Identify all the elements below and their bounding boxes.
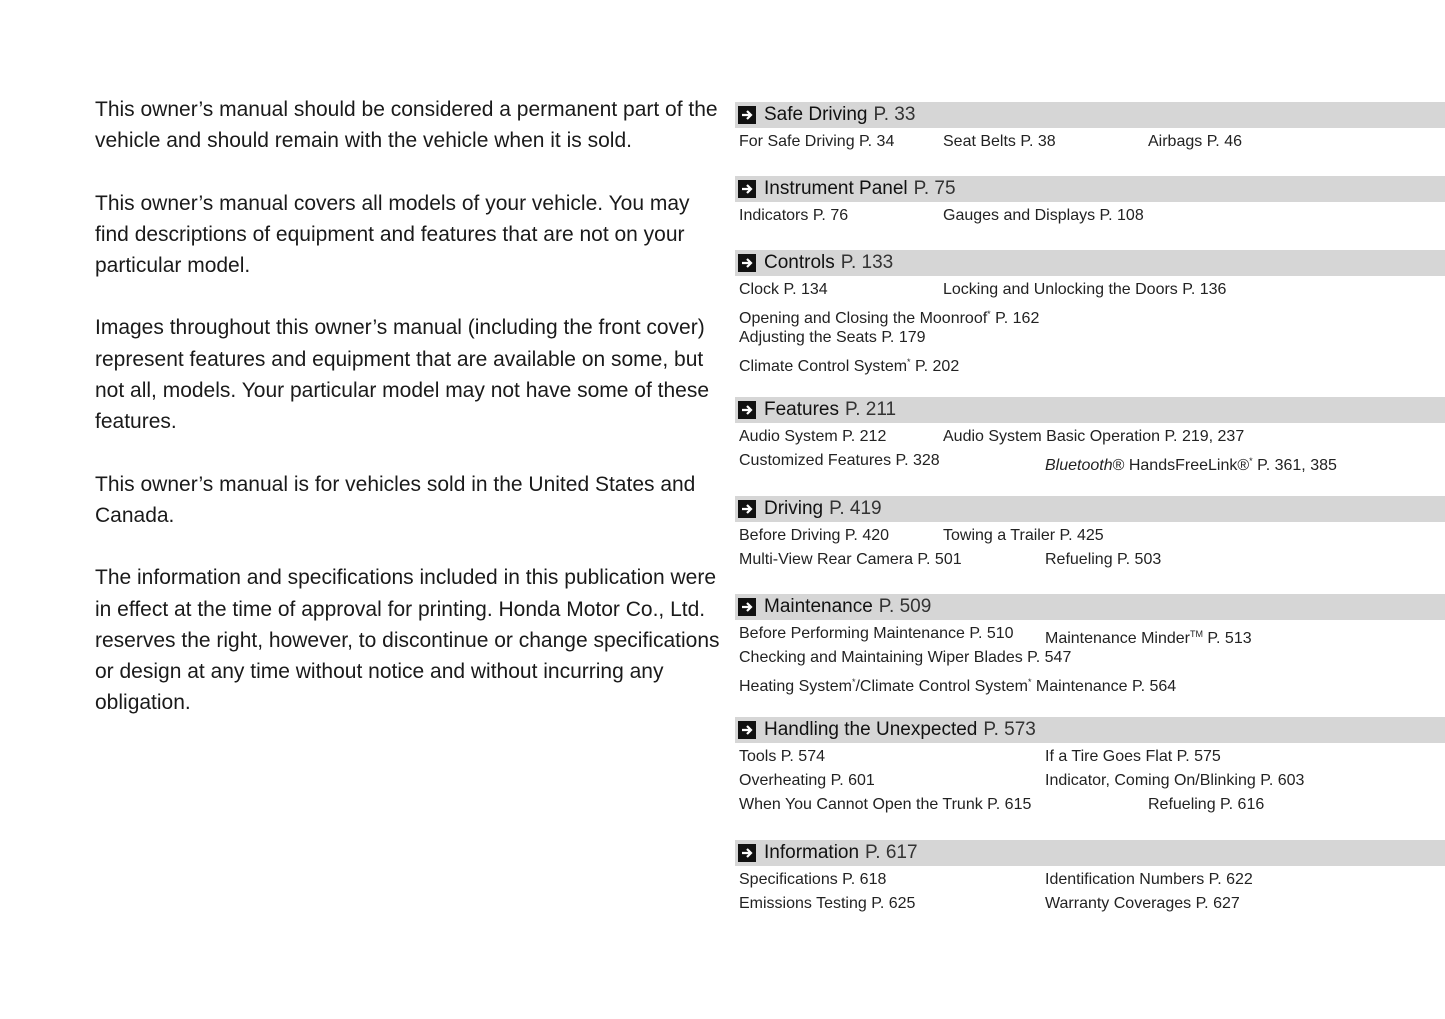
intro-paragraph: Images throughout this owner’s manual (including the front cover) represent features and equipment that are available on some, but not all, models. Your particular model may not have some of these features. (95, 316, 710, 434)
toc-link[interactable]: Checking and Maintaining Wiper Blades P. 547 (739, 649, 1072, 666)
asterisk-note: * (987, 309, 991, 319)
toc-link[interactable]: Audio System Basic Operation P. 219, 237 (943, 428, 1245, 445)
toc-link[interactable]: Customized Features P. 328 (739, 452, 940, 469)
toc-link-page: P. 513 (1207, 630, 1252, 647)
arrow-right-icon (738, 254, 756, 272)
toc-link[interactable] (1045, 449, 1337, 478)
section-page: P. 573 (983, 719, 1036, 740)
toc-link[interactable] (739, 670, 1176, 699)
toc-link-text: ® HandsFreeLink® (1112, 457, 1250, 474)
section-page: P. 133 (840, 252, 894, 273)
section-title: Instrument Panel (764, 178, 908, 199)
arrow-right-icon (738, 180, 756, 198)
toc-link[interactable]: Warranty Coverages P. 627 (1045, 895, 1240, 912)
asterisk-note: * (907, 357, 911, 367)
toc-link-text: Climate Control System (739, 358, 908, 375)
toc-link[interactable]: Audio System P. 212 (739, 428, 887, 445)
section-page: P. 75 (913, 178, 956, 199)
toc-link-page: P. 202 (915, 358, 960, 375)
toc-link[interactable]: Overheating P. 601 (739, 772, 875, 789)
section-page: P. 33 (873, 104, 916, 125)
toc-link[interactable]: Specifications P. 618 (739, 871, 887, 888)
toc-link-text: Bluetooth (1045, 457, 1113, 474)
toc-section-features (735, 397, 1445, 496)
section-title: Information (764, 842, 860, 863)
toc-section-instrument-panel (735, 176, 1445, 250)
section-title: Maintenance (764, 596, 873, 617)
section-header[interactable] (735, 840, 1445, 866)
arrow-right-icon (738, 401, 756, 419)
toc-link[interactable]: Adjusting the Seats P. 179 (739, 329, 926, 346)
section-header[interactable] (735, 496, 1445, 522)
toc-link[interactable]: Towing a Trailer P. 425 (943, 527, 1104, 544)
section-header[interactable] (735, 594, 1445, 620)
toc-link-text: Heating System (739, 678, 852, 695)
intro-paragraph: The information and specifications included in this publication were in effect at the time of approval for printing. Honda Motor Co., Ltd. reserves the right, however, to discontinue or change specifications or design at any time without notice and without incurring any obligation. (95, 566, 720, 715)
arrow-right-icon (738, 106, 756, 124)
section-title: Safe Driving (764, 104, 868, 125)
toc-link[interactable]: Refueling P. 503 (1045, 551, 1162, 568)
section-page: P. 509 (878, 596, 932, 617)
toc-link-page: Maintenance P. 564 (1035, 678, 1177, 695)
section-page: P. 419 (829, 498, 882, 519)
toc-link[interactable]: Clock P. 134 (739, 281, 828, 298)
toc-section-safe-driving (735, 102, 1445, 176)
section-header[interactable] (735, 102, 1445, 128)
toc-link[interactable]: Before Performing Maintenance P. 510 (739, 625, 1014, 642)
toc-link[interactable]: Locking and Unlocking the Doors P. 136 (943, 281, 1227, 298)
section-title: Controls (764, 252, 835, 273)
toc-section-controls (735, 250, 1445, 397)
toc-section-handling-the-unexpected (735, 717, 1445, 840)
section-title: Handling the Unexpected (764, 719, 978, 740)
toc-link-text: Maintenance Minder (1045, 630, 1190, 647)
section-title: Features (764, 399, 839, 420)
section-header[interactable] (735, 397, 1445, 423)
arrow-right-icon (738, 500, 756, 518)
section-page: P. 211 (844, 399, 897, 420)
toc-link[interactable] (739, 350, 959, 379)
toc-link[interactable]: Indicators P. 76 (739, 207, 849, 224)
asterisk-note: * (1249, 456, 1253, 466)
toc-link[interactable]: Seat Belts P. 38 (943, 133, 1056, 150)
toc-link-page: P. 361, 385 (1257, 457, 1337, 474)
asterisk-note: * (851, 677, 856, 687)
toc-link-text: /Climate Control System (855, 678, 1028, 695)
intro-paragraph: This owner’s manual should be considered a permanent part of the vehicle and should remain with the vehicle when it is sold. (95, 98, 718, 153)
toc-link-page: P. 162 (995, 310, 1040, 327)
toc-link[interactable]: If a Tire Goes Flat P. 575 (1045, 748, 1221, 765)
toc-link[interactable]: Gauges and Displays P. 108 (943, 207, 1144, 224)
table-of-contents (735, 102, 1445, 916)
toc-link[interactable]: Indicator, Coming On/Blinking P. 603 (1045, 772, 1305, 789)
toc-section-maintenance (735, 594, 1445, 717)
toc-section-information (735, 840, 1445, 916)
toc-link[interactable]: Tools P. 574 (739, 748, 825, 765)
intro-text (95, 94, 720, 750)
toc-link[interactable]: For Safe Driving P. 34 (739, 133, 895, 150)
arrow-right-icon (738, 721, 756, 739)
arrow-right-icon (738, 598, 756, 616)
toc-link-text: Opening and Closing the Moonroof (739, 310, 988, 327)
section-header[interactable] (735, 176, 1445, 202)
intro-paragraph: This owner’s manual is for vehicles sold in the United States and Canada. (95, 472, 696, 527)
toc-link[interactable]: When You Cannot Open the Trunk P. 615 (739, 796, 1032, 813)
intro-paragraph: This owner’s manual covers all models of your vehicle. You may find descriptions of equipment and features that are not on your particular model. (95, 191, 690, 278)
asterisk-note: * (1027, 677, 1032, 687)
toc-link[interactable]: Refueling P. 616 (1148, 796, 1265, 813)
toc-section-driving (735, 496, 1445, 594)
section-page: P. 617 (865, 842, 918, 863)
toc-link[interactable]: Identification Numbers P. 622 (1045, 871, 1253, 888)
toc-link[interactable]: Emissions Testing P. 625 (739, 895, 916, 912)
arrow-right-icon (738, 844, 756, 862)
section-header[interactable] (735, 717, 1445, 743)
toc-link[interactable]: Airbags P. 46 (1148, 133, 1242, 150)
toc-link[interactable]: Before Driving P. 420 (739, 527, 890, 544)
toc-link[interactable]: Multi-View Rear Camera P. 501 (739, 551, 962, 568)
section-header[interactable] (735, 250, 1445, 276)
section-title: Driving (764, 498, 824, 519)
trademark-mark: TM (1189, 629, 1203, 639)
